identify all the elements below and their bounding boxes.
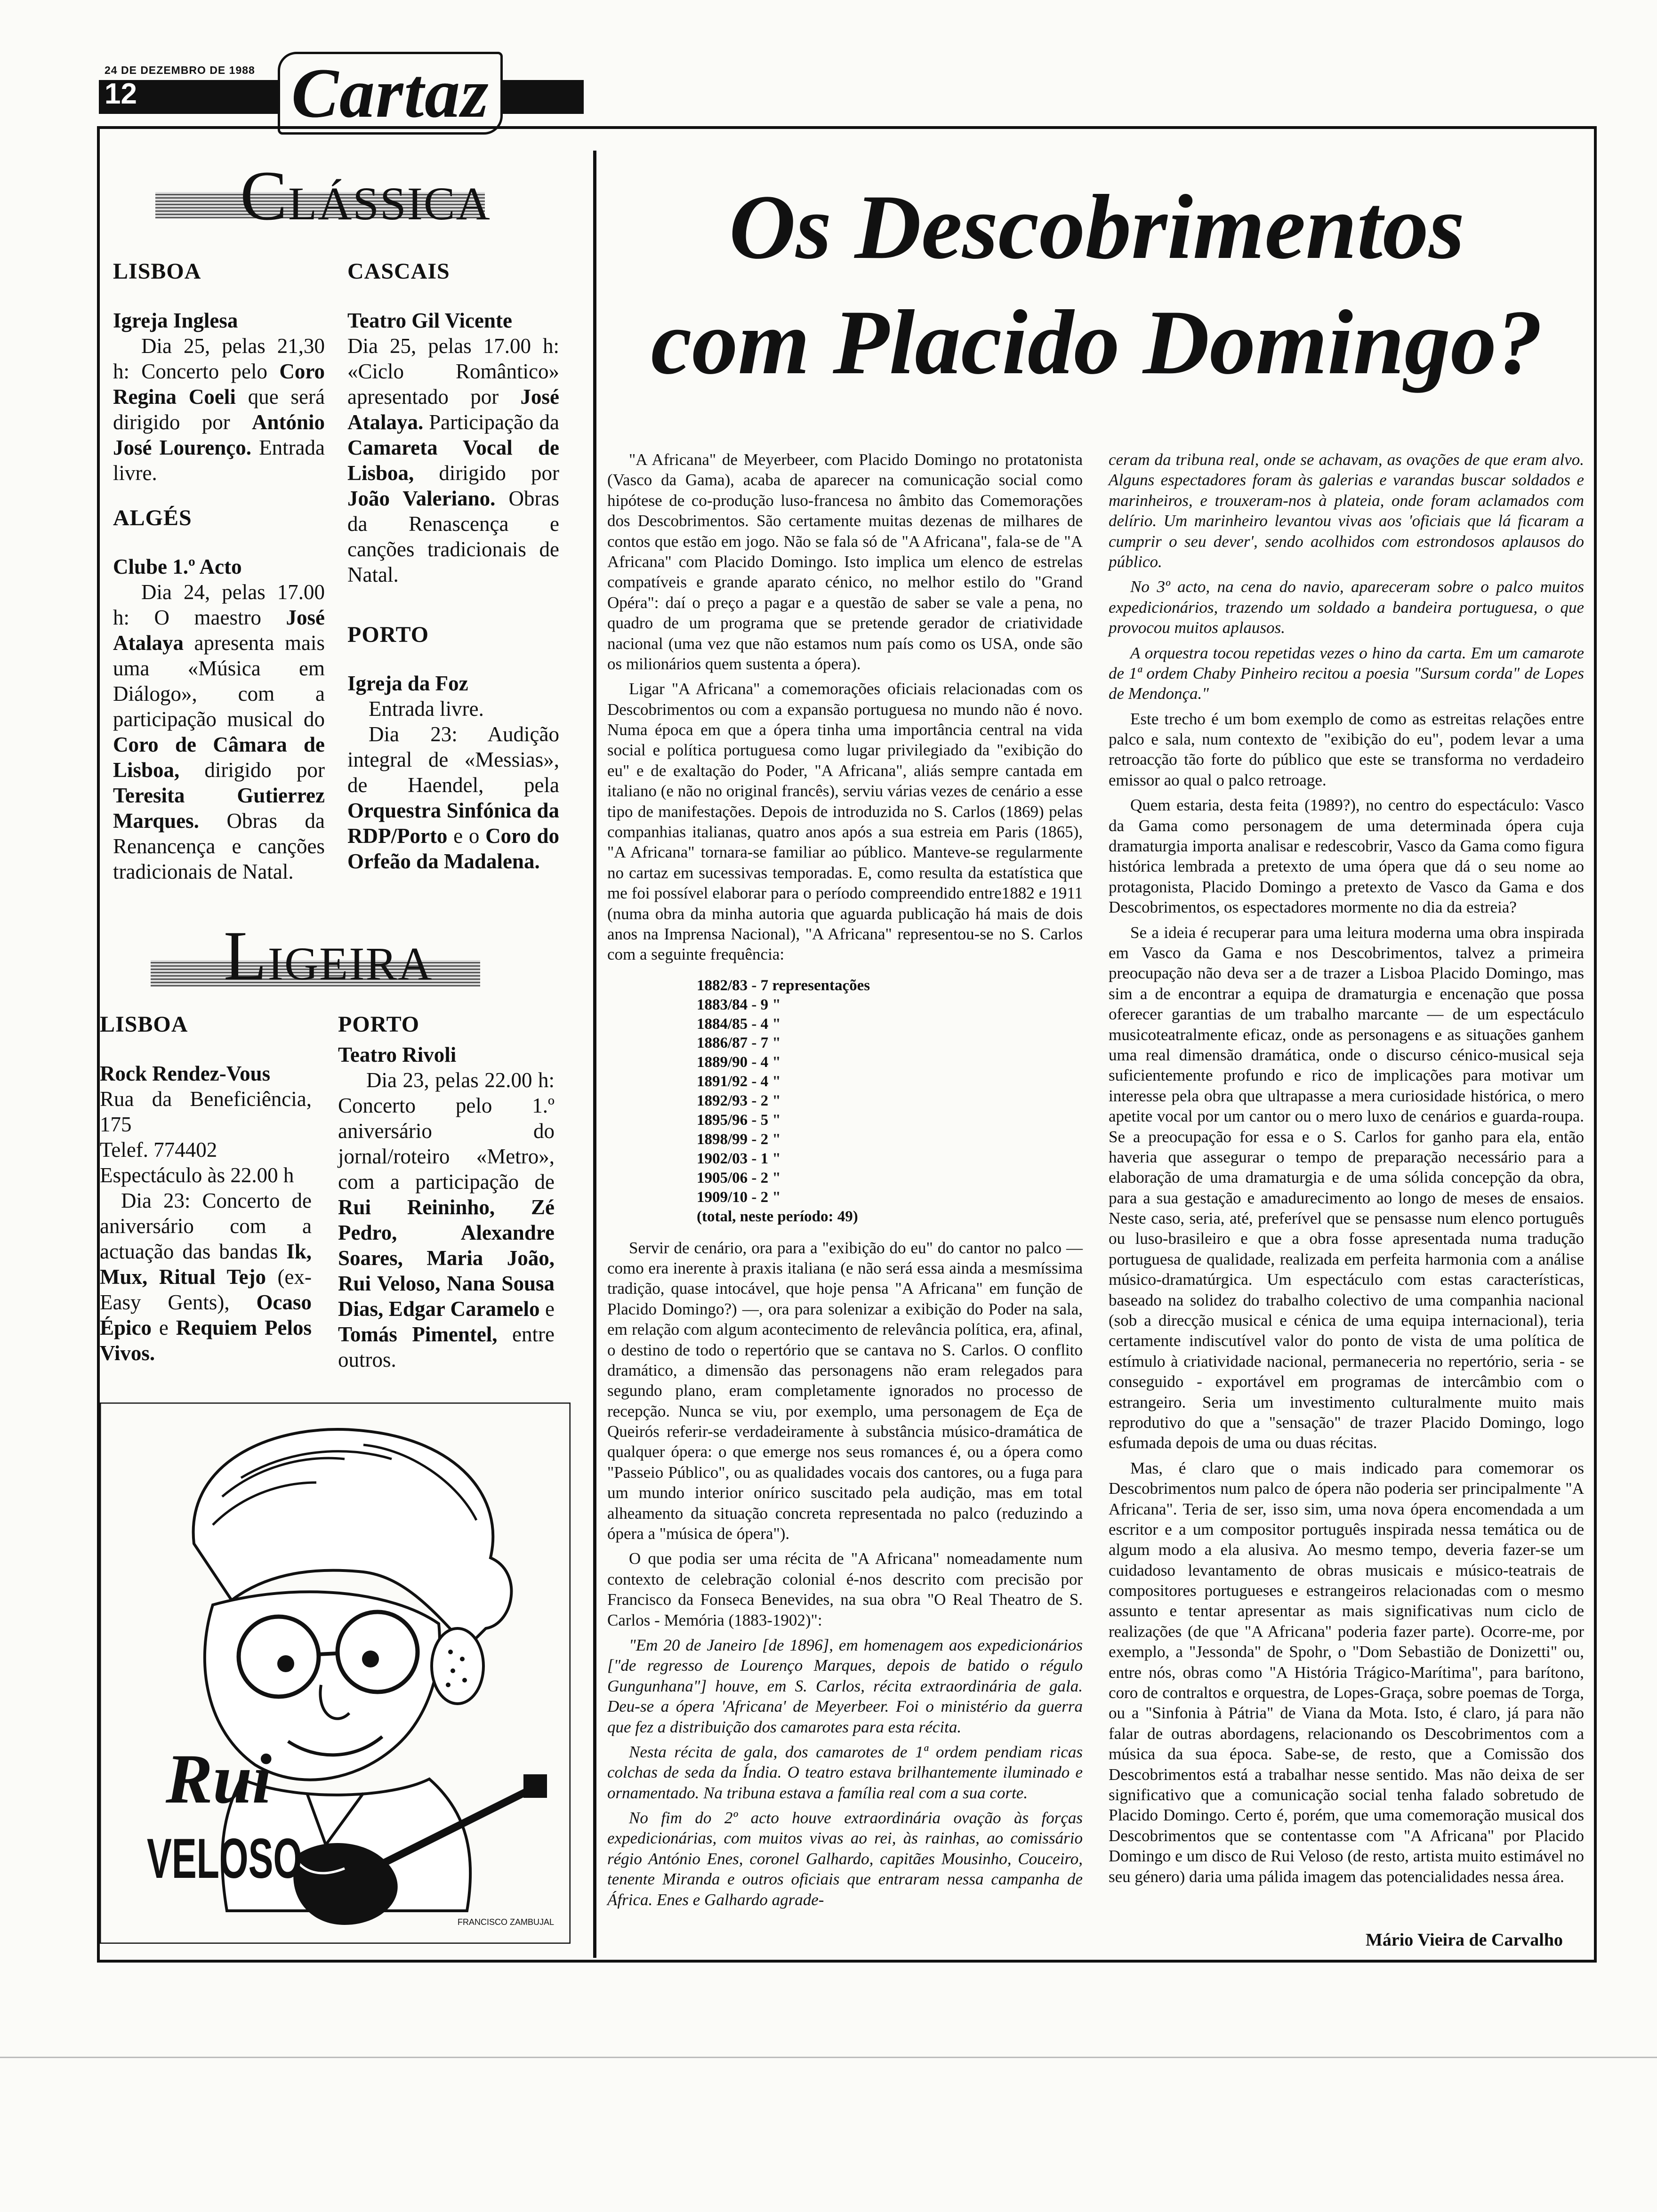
ligeira-title-rest: IGEIRA (267, 938, 433, 990)
headline-line-2: com Placido Domingo? (651, 291, 1543, 393)
classica-title-rest: LÁSSICA (288, 177, 491, 230)
article-quote: Nesta récita de gala, dos camarotes de 1ª ordem pendiam ricas colchas de seda da Índia. O teatro estava brilhantemente iluminado e ornamentado. Na tribuna estava a família real com a sua corte. (607, 1742, 1083, 1802)
article-paragraph: Ligar "A Africana" a comemorações oficiais relacionadas com os Descobrimentos ou com a expansão portuguesa no mundo não é novo. Numa época em que a ópera tinha uma importância central na vida social e política portuguesa como lugar privilegiado da "exibição do eu" e de exaltação do Poder, "A Africana", aliás sempre cantada em italiano (e não no original francês), serviu várias vezes de cenário a esse tipo de manifestações. Depois de introduzida no S. Carlos (1869) pelas companhias italianas, quatro anos após a sua estreia em Paris (1865), "A Africana" tornara-se familiar ao público. Manteve-se regularmente no cartaz em sucessivas temporadas. E, como resulta da estatística que me foi possível elaborar para o período compreendido entre1882 e 1911 (numa obra da minha autoria que aguarda publicação há mais de dois anos na Imprensa Nacional), "A Africana" representou-se no S. Carlos com a seguinte frequência: (607, 680, 1083, 964)
frequency-row: 1895/96 - 5 " (697, 1112, 781, 1129)
article-col-2 (1109, 449, 1584, 1891)
page-number: 12 (105, 78, 137, 110)
caricature-signature: FRANCISCO ZAMBUJAL (458, 1917, 555, 1927)
classica-col-left (113, 258, 325, 884)
article-paragraph: Se a ideia é recuperar para uma leitura moderna uma obra inspirada em Vasco da Gama e nos Descobrimentos, talvez a primeira preocupação não deva ser a de trazer a Lisboa Placido Domingo, mas sim a de encontrar a equipa de dramaturgia e encenação que possa oferecer garantias de um trabalho marcante — de um espectáculo musicoteatralmente eficaz, onde as personagens e as situações ganhem uma real dimensão dramática, onde o discurso cénico-musical seja suficientemente profundo e rico de implicações para motivar um interesse pela obra que ultrapasse a mera curiosidade histórica, o mero apetite vocal por um cantor ou o mero luxo de cenários e guarda-roupa. Se a preocupação for essa e o S. Carlos for ganho para ela, então haveria que assegurar o tempo de preparação necessário para a elaboração de uma dramaturgia e de uma sólida concepção da obra, para a sua gestação e amadurecimento ao longo de meses de ensaios. Neste caso, seria, até, preferível que se pensasse num elenco português ou luso-brasileiro e que a obra fosse apresentada numa tradução portuguesa de qualidade, realizada em perfeita harmonia com a análise músico-dramatúrgica. Um espectáculo com estas características, baseado na solidez do trabalho colectivo de uma companhia nacional (sob a direcção musical e cénica de uma equipa internacional), teria certamente indiscutível valor do ponto de vista de uma política de estímulo à criatividade nacional, permaneceria no repertório, seria - se conseguido - exportável em programas de intercâmbio com o estrangeiro. Seria um investimento culturalmente muito mais reprodutivo do que a "sensação" de trazer Placido Domingo, logo esfumada depois de uma ou duas récitas. (1109, 923, 1584, 1452)
classica-title-initial: C (240, 157, 289, 235)
frequency-row: 1892/93 - 2 " (697, 1092, 781, 1110)
frequency-row: 1905/06 - 2 " (697, 1169, 781, 1186)
article-paragraph: "A Africana" de Meyerbeer, com Placido Domingo no protatonista (Vasco da Gama), acaba de aparecer na comunicação social como hipótese de co-produção luso-francesa no âmbito das Comemorações dos Descobrimentos. São certamente muitas dezenas de milhares de contos que estão em jogo. Não se fala só de "A Africana", fala-se de "A Africana" com Placido Domingo. Isto implica um elenco de estrelas compatíveis e grande aparato cénico, no melhor estilo do "Grand Opéra": daí o preço a pagar e a questão de saber se vale a pena, no quadro de um programa que se pretende gerador de criatividade nacional (uma vez que não estamos num país como os USA, onde são os milionários quem sustenta a ópera). (607, 450, 1083, 673)
caricature-name-first: Rui (166, 1740, 272, 1818)
city-label: PORTO (347, 622, 429, 647)
headline-line-1: Os Descobrimentos (729, 176, 1465, 278)
venue-name: Rock Rendez-Vous (100, 1061, 271, 1085)
article-quote: ceram da tribuna real, onde se achavam, as ovações de que eram alvo. Alguns espectadores foram às galerias e varandas buscar soldados e marinheiros, e trouxeram-nos à plateia, onde foram aclamados com delírio. Um marinheiro levantou vivas aos 'oficiais que lá ficaram a cumprir o seu dever', sendo acolhidos com estrondosos aplausos do público. (1109, 450, 1584, 571)
frequency-total: (total, neste período: 49) (697, 1208, 858, 1225)
frequency-row: 1909/10 - 2 " (697, 1188, 781, 1206)
frequency-row: 1898/99 - 2 " (697, 1131, 781, 1148)
city-label: PORTO (338, 1012, 420, 1037)
column-divider (593, 151, 596, 1958)
listing-text: Dia 23, pelas 22.00 h: Concerto pelo 1.º aniversário do jornal/roteiro «Metro», com a participação de Rui Reininho, Zé Pedro, Alexandre Soares, Maria João, Rui Veloso, Nana Sousa Dias, Edgar Caramelo e Tomás Pimentel, entre outros. (338, 1068, 555, 1371)
ligeira-col-left (100, 1011, 312, 1366)
section-logo (278, 53, 503, 134)
frequency-row: 1882/83 - 7 representações (697, 977, 870, 994)
frequency-row: 1884/85 - 4 " (697, 1015, 781, 1033)
listing-address: Rua da Beneficiência, 175 (100, 1087, 312, 1136)
listing-text: Dia 23: Audição integral de «Messias», de Haendel, pela Orquestra Sinfónica da RDP/Porto e o Coro do Orfeão da Madalena. (347, 722, 560, 874)
frequency-row: 1889/90 - 4 " (697, 1054, 781, 1071)
section-logo-text: Cartaz (278, 52, 503, 135)
frequency-row: 1883/84 - 9 " (697, 996, 781, 1013)
listing-text: Entrada livre. (369, 697, 484, 721)
ligeira-col-right (338, 1011, 555, 1372)
listing-text: Dia 25, pelas 21,30 h: Concerto pelo Coro Regina Coeli que será dirigido por António José Lourenço. Entrada livre. (113, 334, 325, 485)
article-quote: No 3º acto, na cena do navio, apareceram sobre o palco muitos expedicionários, trazendo um soldado a bandeira portuguesa, o que provocou muitos aplausos. (1109, 577, 1584, 637)
article-quote: No fim do 2º acto houve extraordinária ovação às forças expedicionárias, com muitos vivas ao rei, às rainhas, ao comissário régio António Enes, coronel Galhardo, capitães Mousinho, Couceiro, tenente Miranda e outros oficiais que entraram nessa campanha de África. Enes e Galhardo agrade- (607, 1809, 1083, 1909)
page-bottom-rule (0, 2057, 1657, 2058)
listing-text: Dia 23: Concerto de aniversário com a actuação das bandas Ik, Mux, Ritual Tejo (ex-Easy Gents), Ocaso Épico e Requiem Pelos Vivos. (100, 1188, 312, 1365)
article-col-1 (607, 449, 1083, 1915)
article-paragraph: Servir de cenário, ora para a "exibição do eu" do cantor no palco — como era inerente à praxis italiana (e não será essa ainda a mesmíssima tradição, quase intocável, que hoje pensa "A Africana" em função de Placido Domingo?) —, ora para solenizar a exibição do Poder na sala, em relação com algum acontecimento de relevância política, era, afinal, o destino de todo o repertório que se cantava no S. Carlos. O conflito dramático, a dimensão das personagens não eram relegados para segundo plano, eram completamente ignorados no processo de recepção. Nunca se viu, por exemplo, uma personagem de Eça de Queirós referir-se verdadeiramente à substância músico-dramática de qualquer ópera: o que emerge nos seus romances é, ou a ópera como "Passeio Público", ou as qualidades vocais dos cantores, ou a fuga para um mundo interior onírico suscitado pela audição, mas em total alheamento da situação concreta representada no palco (reduzindo a ópera a "música de ópera"). (607, 1238, 1083, 1543)
author-signature: Mário Vieira de Carvalho (1366, 1930, 1563, 1950)
caricature-name-last: VELOSO (147, 1827, 302, 1890)
rui-veloso-caricature (100, 1403, 571, 1944)
article-paragraph: Este trecho é um bom exemplo de como as estreitas relações entre palco e sala, num contexto de "exibição do eu", podem levar a uma retroacção tão forte do público que este se transforma no verdadeiro emissor ao qual o palco retroage. (1109, 709, 1584, 789)
city-label: CASCAIS (347, 259, 450, 284)
listing-text: Dia 24, pelas 17.00 h: O maestro José Atalaya apresenta mais uma «Música em Diálogo», com a participação musical do Coro de Câmara de Lisboa, dirigido por Teresita Gutierrez Marques. Obras da Renancença e canções tradicionais de Natal. (113, 580, 325, 884)
frequency-table (697, 976, 1083, 1226)
venue-name: Igreja da Foz (347, 672, 468, 696)
article-quote: "Em 20 de Janeiro [de 1896], em homenagem aos expedicionários ["de regresso de Lourenço Marques, depois de batido o régulo Gungunhana"] houve, em S. Carlos, récita extraordinária de gala. Deu-se a ópera 'Africana' de Meyerbeer. Foi o ministério da guerra que fez a distribuição dos camarotes para esta récita. (607, 1635, 1083, 1736)
venue-name: Clube 1.º Acto (113, 555, 242, 579)
city-label: LISBOA (100, 1012, 188, 1037)
article-paragraph: Quem estaria, desta feita (1989?), no centro do espectáculo: Vasco da Gama como personagem de uma determinada ópera cuja dramaturgia importa analisar e redescobrir, Vasco da Gama como figura histórica lembrada a pretexto de uma ópera que dá o seu nome ao protagonista, Placido Domingo a pretexto de Vasco da Gama e dos Descobrimentos, os espectadores mormente no dia da estreia? (1109, 796, 1584, 917)
venue-name: Teatro Rivoli (338, 1042, 457, 1066)
listing-text: Dia 25, pelas 17.00 h: «Ciclo Romântico» apresentado por José Atalaya. Participação da Camareta Vocal de Lisboa, dirigido por João Valeriano. Obras da Renascença e canções tradicionais de Natal. (347, 334, 559, 586)
classica-col-right (347, 258, 559, 874)
frequency-row: 1902/03 - 1 " (697, 1150, 781, 1167)
classica-title (240, 155, 491, 236)
listing-phone: Telef. 774402 (100, 1138, 217, 1162)
venue-name: Teatro Gil Vicente (347, 308, 512, 332)
article-paragraph: Mas, é claro que o mais indicado para comemorar os Descobrimentos num palco de ópera não poderia ser principalmente "A Africana". Teria de ser, isso sim, uma nova ópera encomendada a um escritor e a um compositor português inspirada nessa temática ou de algum modo a ela alusiva. Ao mesmo tempo, deveria fazer-se um cuidadoso levantamento de obras musicais e músico-teatrais de compositores portugueses e estrangeiros relacionadas com o mesmo assunto e tentar apresentar as mais significativas num ciclo de realizações (de que "A Africana" poderia fazer parte). Ocorre-me, por exemplo, a "Jessonda" de Spohr, o "Dom Sebastião de Donizetti" ou, entre nós, obras como "A História Trágico-Marítima", para barítono, coro de contraltos e orquestra, de Lopes-Graça, sobre poemas de Torga, ou a "Sinfonia à Pátria" de Viana da Mota. Isto, é claro, já para não falar de outras abordagens, relacionando os Descobrimentos com a música da sua época. Sabe-se, de resto, que a Comissão dos Descobrimentos está a trabalhar nesse sentido. Mas não deixa de ser significativo que a comunicação social tenha falado sobretudo de Placido Domingo. Certo é, porém, que uma comemoração musical dos Descobrimentos que se contentasse com "A Africana" por Placido Domingo e um disco de Rui Veloso (de resto, artista muito estimável no seu género) daria uma pálida imagem das potencialidades nessa área. (1109, 1459, 1584, 1886)
article-quote: A orquestra tocou repetidas vezes o hino da carta. Em um camarote de 1ª ordem Chaby Pinheiro recitou a poesia "Sursum corda" de Lopes de Mendonça." (1109, 643, 1584, 703)
ligeira-title (224, 915, 433, 996)
city-label: LISBOA (113, 259, 201, 284)
frequency-row: 1886/87 - 7 " (697, 1034, 781, 1052)
listing-time: Espectáculo às 22.00 h (100, 1163, 294, 1187)
ligeira-title-initial: L (224, 917, 268, 995)
frequency-row: 1891/92 - 4 " (697, 1073, 781, 1090)
article-paragraph: O que podia ser uma récita de "A Africana" nomeadamente num contexto de celebração colonial é-nos descrito com precisão por Francisco da Fonseca Benevides, na sua obra "O Real Theatro de S. Carlos - Memória (1883-1902)": (607, 1549, 1083, 1629)
city-label: ALGÉS (113, 505, 192, 530)
issue-date: 24 DE DEZEMBRO DE 1988 (105, 64, 255, 76)
article-headline (600, 169, 1593, 400)
venue-name: Igreja Inglesa (113, 308, 238, 332)
